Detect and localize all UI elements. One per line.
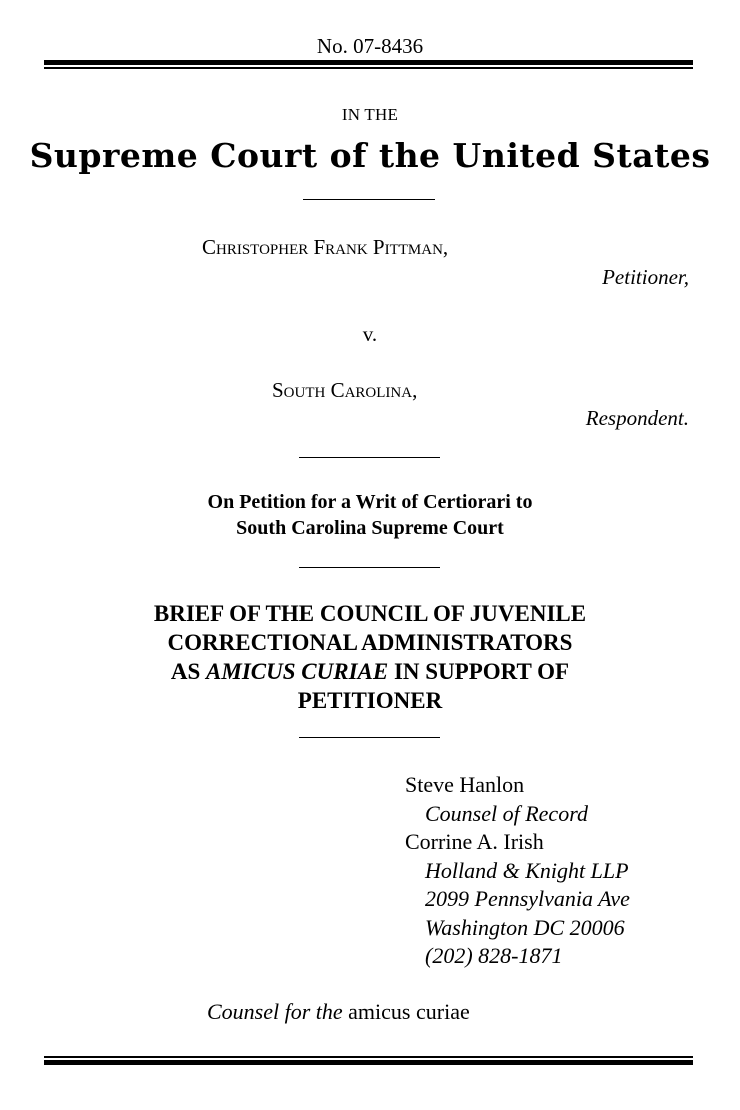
brief-line-prefix: AS (170, 659, 201, 684)
brief-line: CORRECTIONAL ADMINISTRATORS (167, 630, 573, 655)
address-line: Washington DC 20006 (425, 914, 625, 940)
court-prefix: IN THE (341, 105, 399, 124)
counsel-for-italic: Counsel for the (207, 999, 343, 1024)
separator-rule (299, 737, 440, 738)
separator-rule (299, 567, 440, 568)
counsel-block (405, 771, 630, 971)
petition-line: South Carolina Supreme Court (236, 517, 504, 539)
docket-number: No. 07-8436 (316, 34, 424, 58)
brief-line: PETITIONER (297, 688, 443, 713)
phone-number: (202) 828-1871 (425, 943, 563, 968)
counsel-role: Counsel of Record (425, 800, 588, 826)
counsel-for-line (207, 999, 470, 1025)
top-double-rule (44, 60, 693, 69)
separator-rule (299, 457, 440, 458)
brief-line-suffix: IN SUPPORT OF (393, 659, 570, 684)
petitioner-role: Petitioner, (602, 265, 689, 289)
counsel-for-plain: amicus curiae (348, 999, 470, 1024)
address-line: 2099 Pennsylvania Ave (425, 886, 630, 911)
petition-line: On Petition for a Writ of Certiorari to (207, 491, 533, 513)
brief-title (0, 599, 740, 715)
brief-line: BRIEF OF THE COUNCIL OF JUVENILE (153, 601, 587, 626)
amicus-curiae-italic: AMICUS CURIAE (206, 659, 389, 684)
counsel-name: Steve Hanlon (405, 772, 525, 797)
law-firm: Holland & Knight LLP (425, 857, 629, 883)
respondent-role: Respondent. (585, 406, 689, 430)
petitioner-name: Christopher Frank Pittman, (202, 235, 449, 259)
bottom-double-rule (44, 1054, 693, 1065)
separator-rule (303, 199, 435, 200)
brief-line (0, 657, 740, 686)
court-name: Supreme Court of the United States (29, 136, 711, 175)
versus: v. (362, 322, 378, 346)
petition-caption (0, 489, 740, 541)
counsel-name: Corrine A. Irish (405, 829, 544, 854)
respondent-name: South Carolina, (272, 378, 418, 402)
